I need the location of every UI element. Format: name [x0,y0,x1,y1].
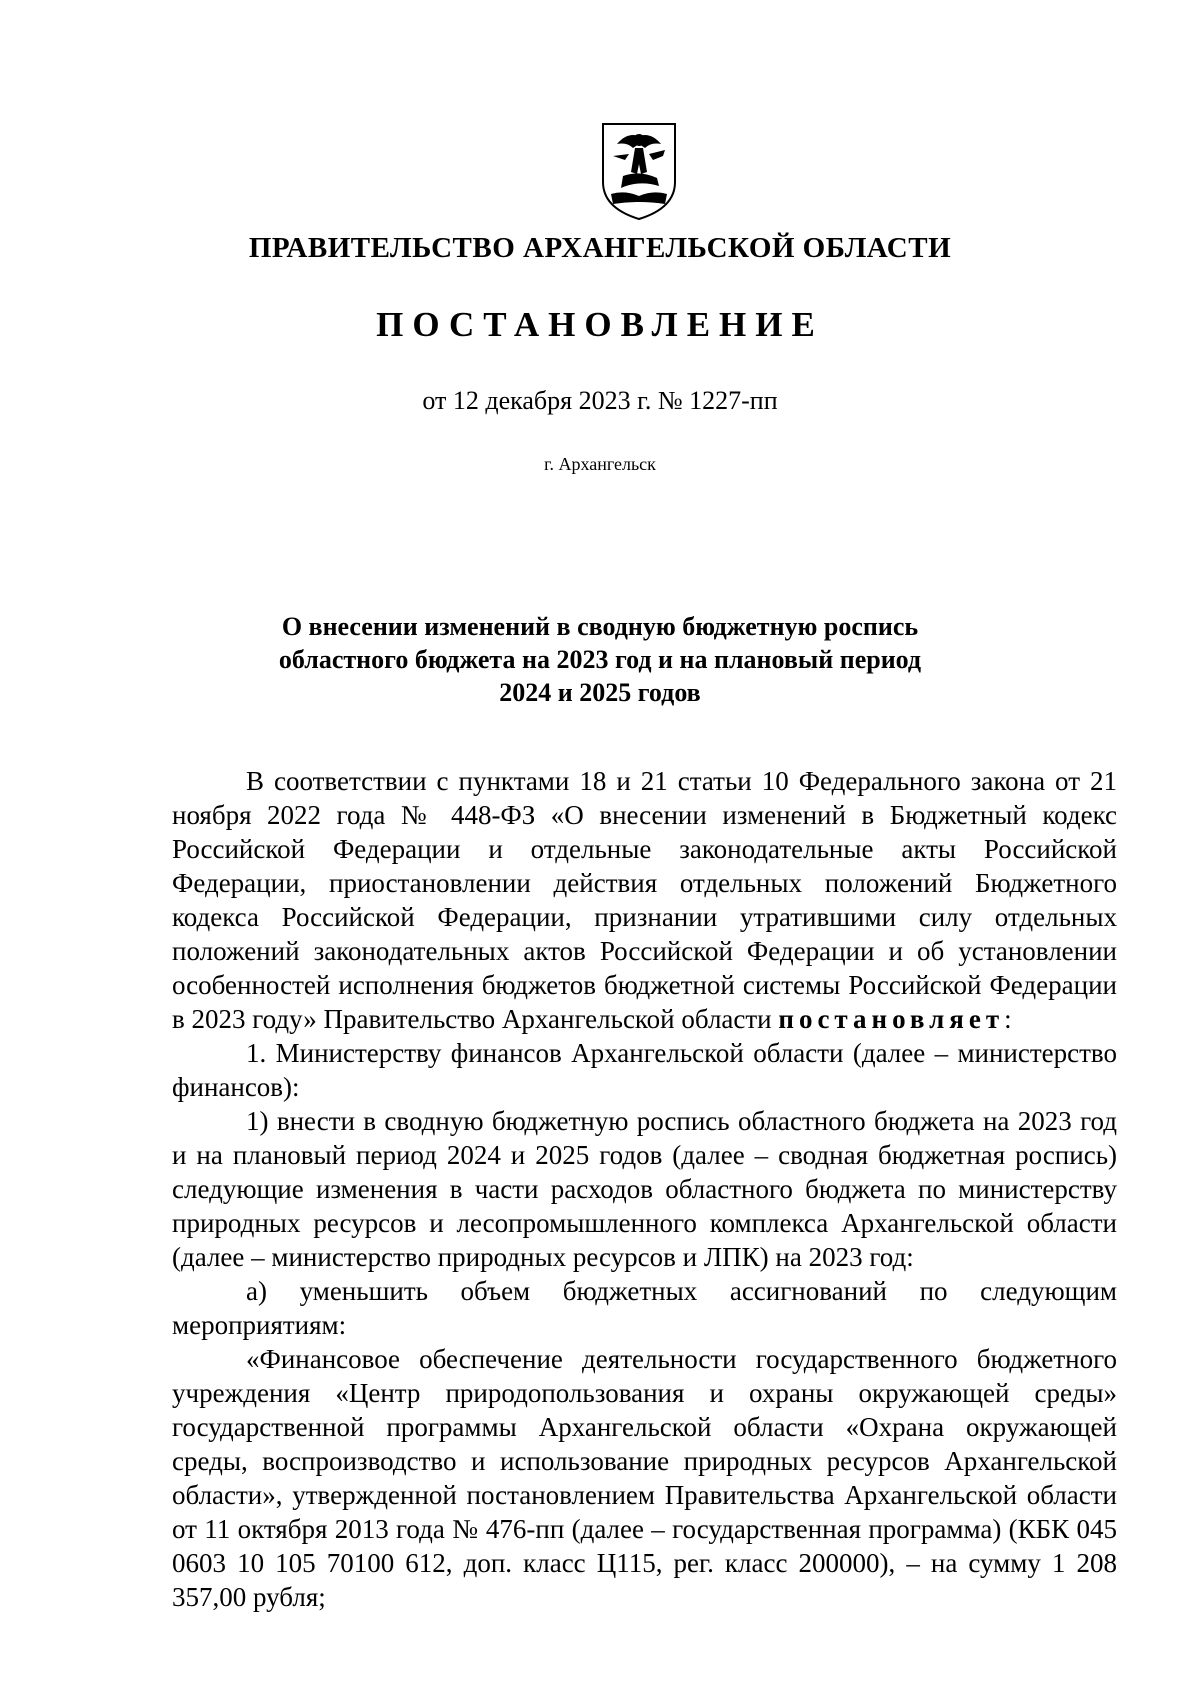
paragraph-item-1: 1. Министерству финансов Архангельской области (далее – министерство финансов): [172,1038,1117,1102]
title-line: областного бюджета на 2023 год и на плановый период [278,645,922,674]
preamble-text: В соответствии с пунктами 18 и 21 статьи 10 Федерального закона от 21 ноября 2022 года № 448-ФЗ «О внесении изменений в Бюджетный кодекс Российской Федерации и отдельные законодательные акты Российской Федерации, приостановлении действия отдельных положений Бюджетного кодекса Российской Федерации, признании утратившими силу отдельных положений законодательных актов Российской Федерации и об установлении особенностей исполнения бюджетов бюджетной системы Российской Федерации в 2023 году» Правительство Архангельской области [172,766,1117,1034]
preamble-paragraph [172,764,1117,1036]
city: г. Архангельск [544,454,656,474]
paragraph-subitem-a: а) уменьшить объем бюджетных ассигнований по следующим мероприятиям: [172,1276,1117,1340]
title-line: 2024 и 2025 годов [499,678,701,707]
date-and-number: от 12 декабря 2023 г. № 1227-пп [422,386,778,415]
resolves-word: постановляет [778,1004,1005,1034]
paragraph-measure: «Финансовое обеспечение деятельности государственного бюджетного учреждения «Центр природопользования и охраны окружающей среды» государственной программы Архангельской области «Охрана окружающей среды, воспроизводство и использование природных ресурсов Архангельской области», утвержденной постановлением Правительства Архангельской области от 11 октября 2013 года № 476-пп (далее – государственная программа) (КБК 045 0603 10 105 70100 612, доп. класс Ц115, рег. класс 200000), – на сумму 1 208 357,00 рубля; [172,1344,1117,1612]
document-title [0,610,1200,709]
document-type: ПОСТАНОВЛЕНИЕ [376,305,824,344]
paragraph-subitem-1: 1) внести в сводную бюджетную роспись областного бюджета на 2023 год и на плановый период 2024 и 2025 годов (далее – сводная бюджетная роспись) следующие изменения в части расходов областного бюджета по министерству природных ресурсов и лесопромышленного комплекса Архангельской области (далее – министерство природных ресурсов и ЛПК) на 2023 год: [172,1106,1117,1272]
government-name: ПРАВИТЕЛЬСТВО АРХАНГЕЛЬСКОЙ ОБЛАСТИ [248,232,952,264]
preamble-colon: : [1004,1004,1012,1034]
title-line: О внесении изменений в сводную бюджетную роспись [281,612,919,641]
document-body [172,764,1117,1614]
coat-of-arms-icon [599,120,679,222]
